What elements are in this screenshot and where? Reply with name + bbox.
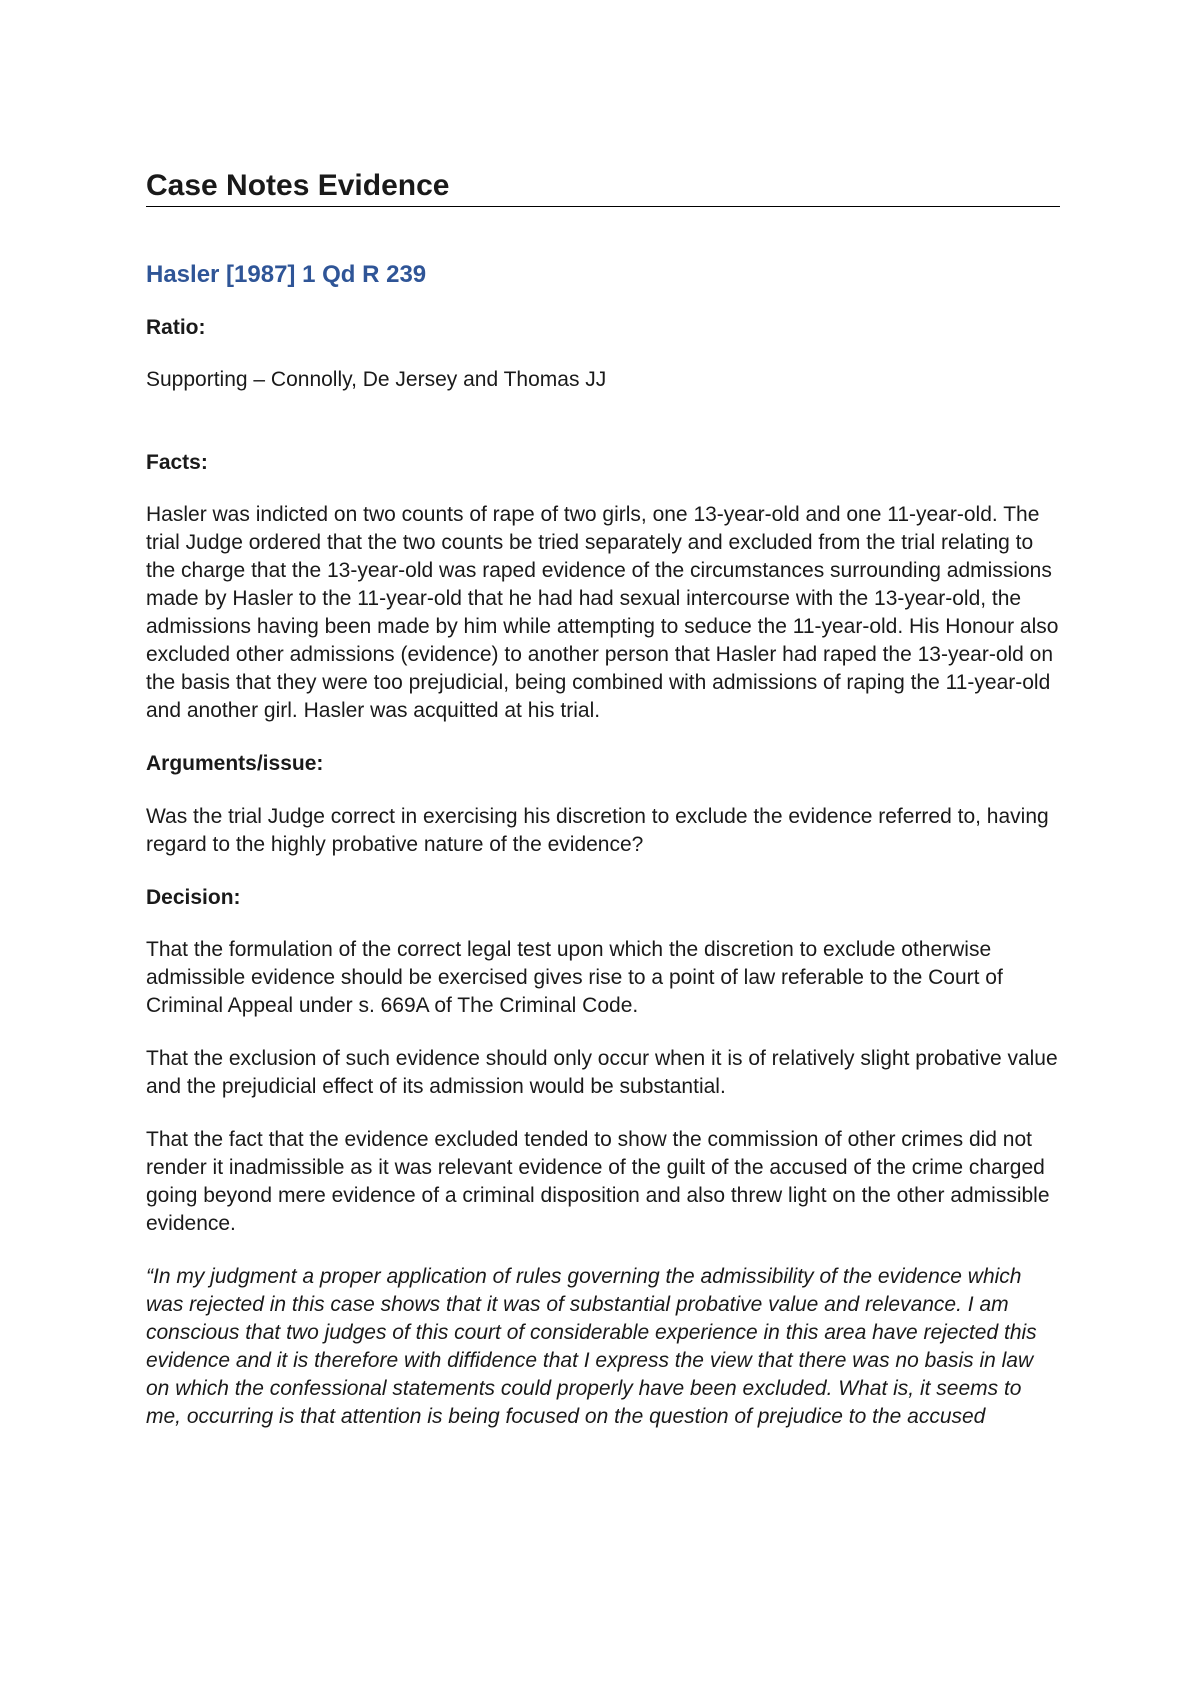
decision-heading: Decision: xyxy=(146,885,241,909)
judgment-quote: “In my judgment a proper application of rules governing the admissibility of the evidence which was rejected in this case shows that it was of substantial probative value and relevance. I am conscious that two judges of this court of considerable experience in this area have rejected this evidence and it is therefore with diffidence that I express the view that there was no basis in law on which the confessional statements could properly have been excluded. What is, it seems to me, occurring is that attention is being focused on the question of prejudice to the accused xyxy=(146,1264,1037,1428)
case-title: Hasler [1987] 1 Qd R 239 xyxy=(146,261,427,288)
decision-paragraph: That the formulation of the correct legal test upon which the discretion to exclude otherwise admissible evidence should be exercised gives rise to a point of law referable to the Court of Criminal Appeal under s. 669A of The Criminal Code. xyxy=(146,937,1003,1017)
decision-paragraph: That the fact that the evidence excluded tended to show the commission of other crimes did not render it inadmissible as it was relevant evidence of the guilt of the accused of the crime charged going beyond mere evidence of a criminal disposition and also threw light on the other admissible evidence. xyxy=(146,1127,1050,1235)
ratio-text: Supporting – Connolly, De Jersey and Thomas JJ xyxy=(146,368,607,392)
document-page xyxy=(146,168,1060,1431)
decision-paragraph: That the exclusion of such evidence should only occur when it is of relatively slight probative value and the prejudicial effect of its admission would be substantial. xyxy=(146,1046,1058,1098)
arguments-heading: Arguments/issue: xyxy=(146,752,324,776)
facts-heading: Facts: xyxy=(146,451,208,475)
arguments-text: Was the trial Judge correct in exercising his discretion to exclude the evidence referred to, having regard to the highly probative nature of the evidence? xyxy=(146,804,1049,856)
document-title: Case Notes Evidence xyxy=(146,168,1060,207)
ratio-heading: Ratio: xyxy=(146,315,206,339)
facts-text: Hasler was indicted on two counts of rape of two girls, one 13-year-old and one 11-year-old. The trial Judge ordered that the two counts be tried separately and excluded from the trial relating to the charge that the 13-year-old was raped evidence of the circumstances surrounding admissions made by Hasler to the 11-year-old that he had had sexual intercourse with the 13-year-old, the admissions having been made by him while attempting to seduce the 11-year-old. His Honour also excluded other admissions (evidence) to another person that Hasler had raped the 13-year-old on the basis that they were too prejudicial, being combined with admissions of raping the 11-year-old and another girl. Hasler was acquitted at his trial. xyxy=(146,503,1059,723)
